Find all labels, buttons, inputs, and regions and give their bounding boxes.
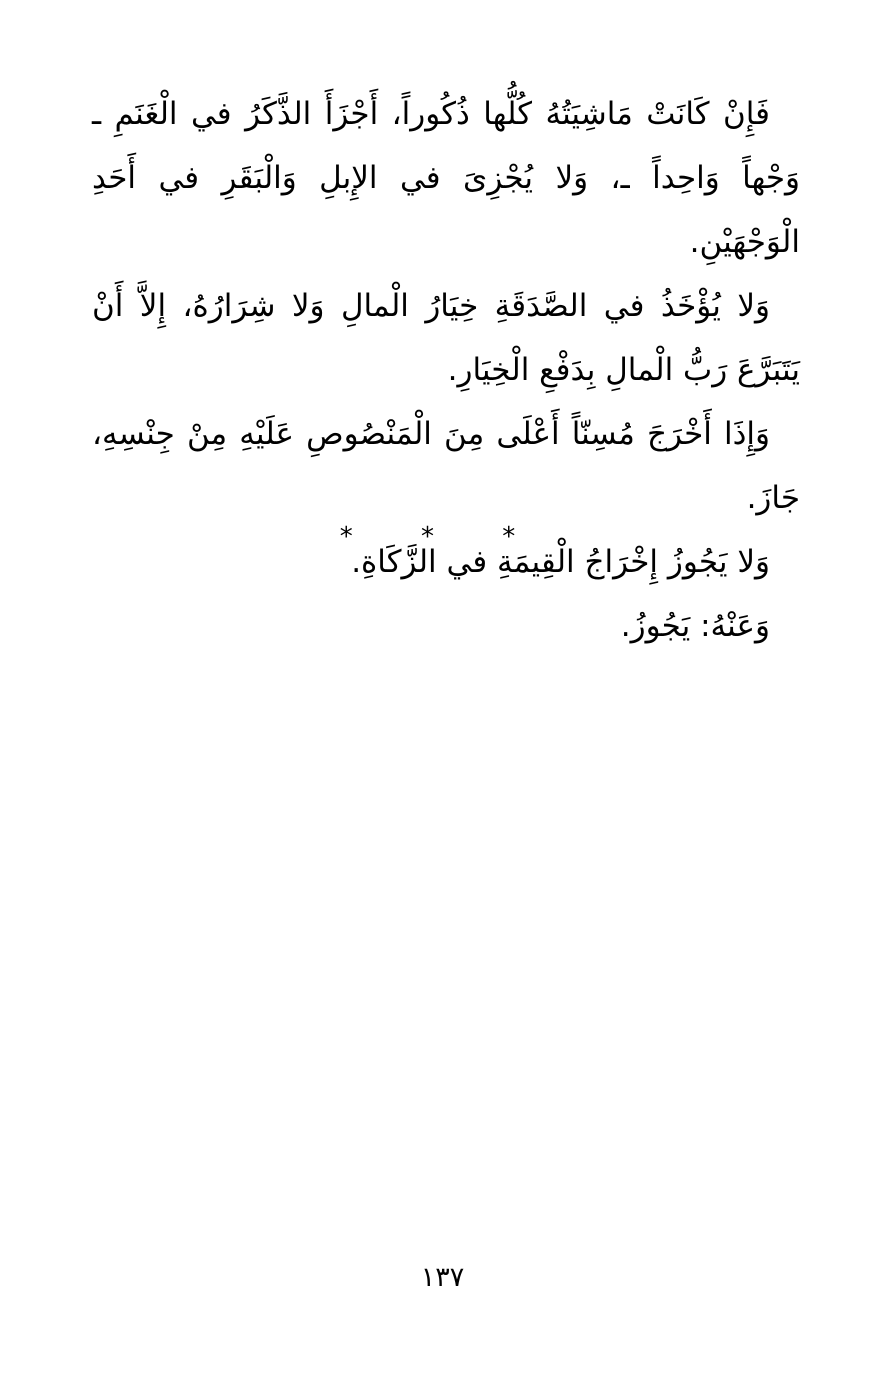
body-text [92, 82, 800, 658]
paragraph-older-animal: وَإِذَا أَخْرَجَ مُسِنّاً أَعْلَى مِنَ الْمَنْصُوصِ عَلَيْهِ مِنْ جِنْسِهِ، جَازَ. [92, 416, 800, 516]
page-number: ١٣٧ [420, 1262, 465, 1293]
section-divider: * * * [339, 522, 546, 552]
paragraph-value-payment: وَلا يَجُوزُ إِخْرَاجُ الْقِيمَةِ في الزَّكَاةِ. [351, 544, 770, 580]
paragraph-alternate-view: وَعَنْهُ: يَجُوزُ. [620, 608, 770, 644]
paragraph-male-livestock: فَإِنْ كَانَتْ مَاشِيَتُهُ كُلُّها ذُكُوراً، أَجْزَأَ الذَّكَرُ في الْغَنَمِ ـ وَجْهاً وَاحِداً ـ، وَلا يُجْزِىَ في الإِبلِ وَالْبَقَرِ في أَحَدِ الْوَجْهَيْنِ. [92, 96, 800, 260]
paragraph-best-and-worst: وَلا يُؤْخَذُ في الصَّدَقَةِ خِيَارُ الْمالِ وَلا شِرَارُهُ، إِلاَّ أَنْ يَتَبَرَّعَ رَبُّ الْمالِ بِدَفْعِ الْخِيَارِ. [92, 288, 800, 388]
